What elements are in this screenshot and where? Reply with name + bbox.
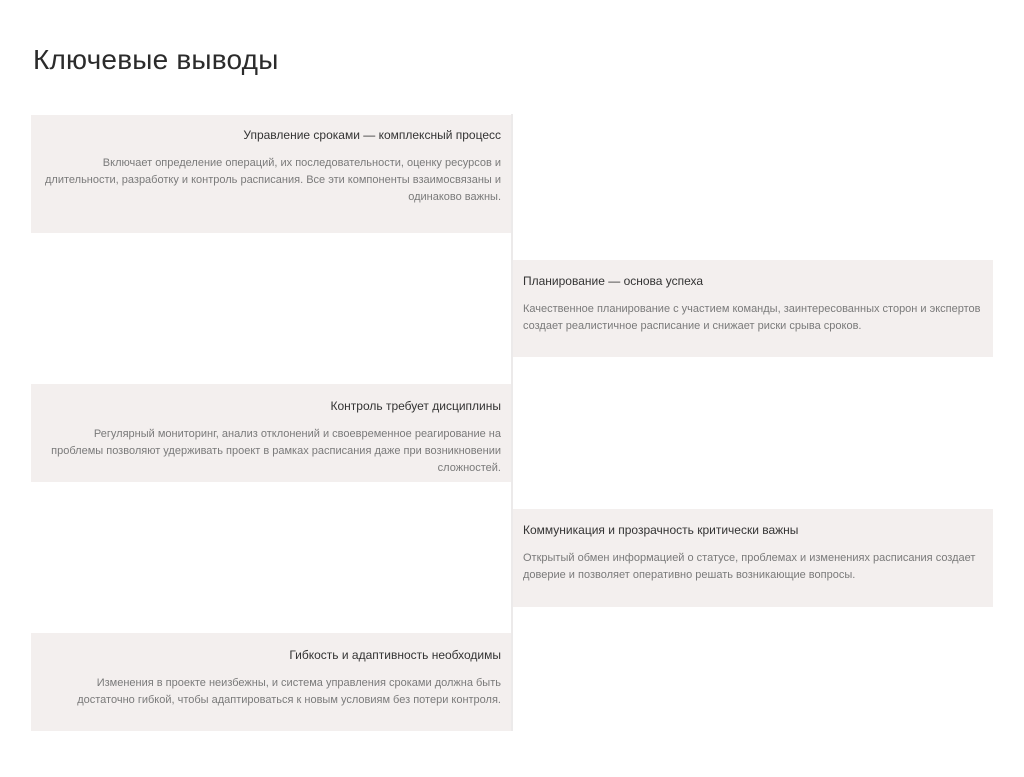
takeaway-card-heading: Планирование — основа успеха	[523, 274, 704, 288]
takeaway-card-text: Включает определение операций, их последовательности, оценку ресурсов и длительности, разработку и контроль расписания. Все эти компоненты взаимосвязаны и одинаково важны.	[45, 157, 501, 203]
takeaway-card-3	[31, 384, 511, 482]
timeline-divider	[511, 114, 513, 731]
takeaway-card-text: Регулярный мониторинг, анализ отклонений и своевременное реагирование на проблемы позволяют удерживать проект в рамках расписания даже при возникновении сложностей.	[51, 428, 501, 474]
takeaway-card-text: Качественное планирование с участием команды, заинтересованных сторон и экспертов создает реалистичное расписание и снижает риски срыва сроков.	[523, 303, 981, 332]
takeaway-card-2	[513, 260, 993, 357]
takeaway-card-heading: Коммуникация и прозрачность критически важны	[523, 523, 799, 537]
page-title: Ключевые выводы	[33, 44, 279, 75]
takeaway-card-4	[513, 509, 993, 607]
takeaway-card-5	[31, 633, 511, 731]
takeaway-card-heading: Контроль требует дисциплины	[330, 399, 501, 413]
takeaway-card-text: Открытый обмен информацией о статусе, проблемах и изменениях расписания создает доверие и позволяет оперативно решать возникающие вопросы.	[523, 552, 976, 581]
takeaway-card-heading: Гибкость и адаптивность необходимы	[289, 648, 501, 662]
takeaway-card-1	[31, 115, 511, 233]
takeaway-card-heading: Управление сроками — комплексный процесс	[243, 128, 501, 142]
takeaway-card-text: Изменения в проекте неизбежны, и система управления сроками должна быть достаточно гибкой, чтобы адаптироваться к новым условиям без потери контроля.	[77, 677, 501, 706]
